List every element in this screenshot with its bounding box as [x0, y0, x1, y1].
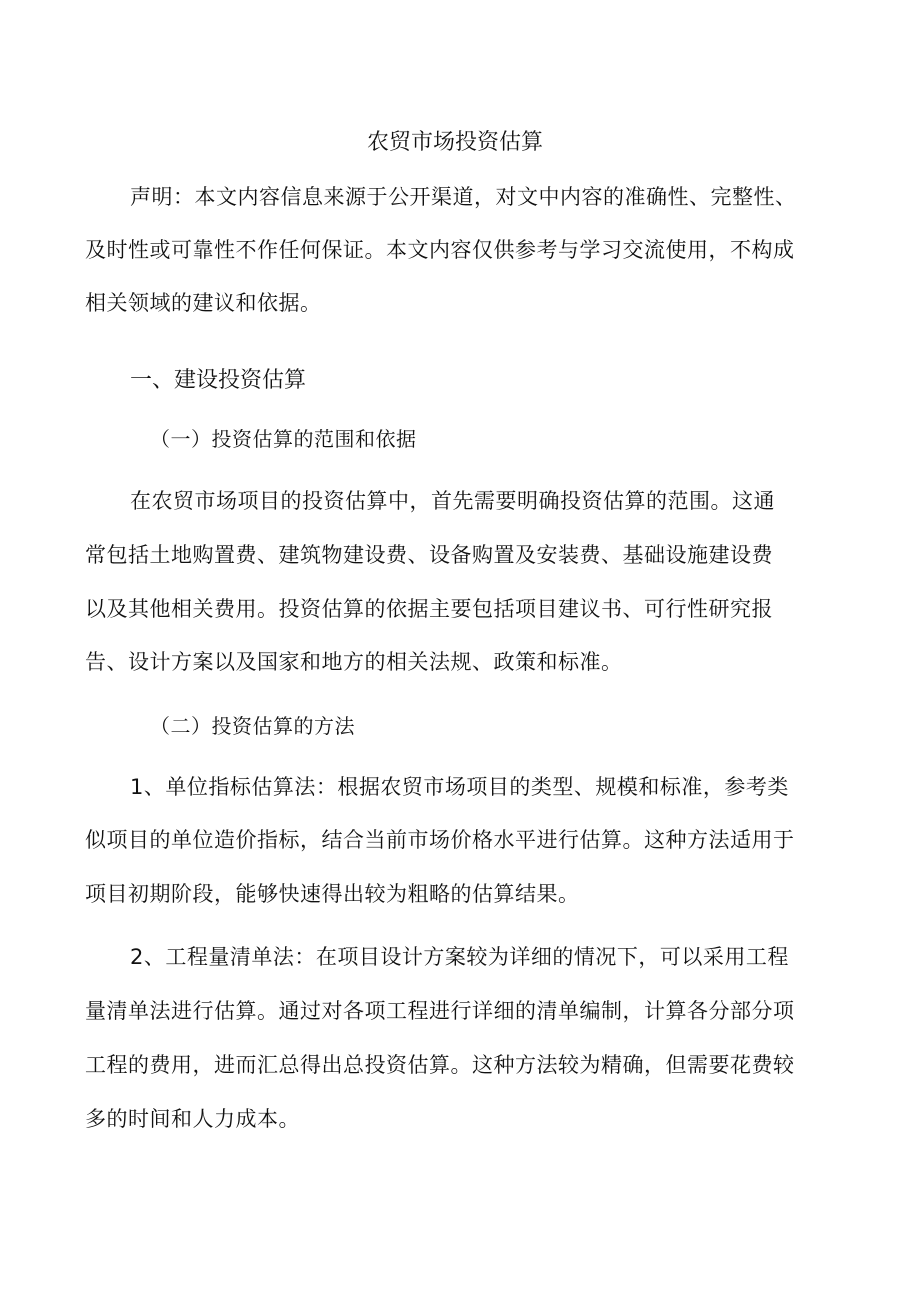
method-1-line-3: 项目初期阶段，能够快速得出较为粗略的估算结果。 — [85, 882, 580, 906]
disclaimer-line-3: 相关领域的建议和依据。 — [85, 291, 322, 315]
method-2-line-4: 多的时间和人力成本。 — [85, 1107, 300, 1131]
subsection-heading-scope-basis: （一）投资估算的范围和依据 — [150, 427, 417, 451]
method-2-line-1: 2、工程量清单法：在项目设计方案较为详细的情况下，可以采用工程 — [130, 945, 789, 969]
method-2-line-2: 量清单法进行估算。通过对各项工程进行详细的清单编制，计算各分部分项 — [85, 999, 795, 1023]
disclaimer-line-1: 声明：本文内容信息来源于公开渠道，对文中内容的准确性、完整性、 — [130, 185, 797, 209]
disclaimer-line-2: 及时性或可靠性不作任何保证。本文内容仅供参考与学习交流使用，不构成 — [85, 238, 795, 262]
document-title: 农贸市场投资估算 — [367, 130, 544, 155]
method-1-line-1: 1、单位指标估算法：根据农贸市场项目的类型、规模和标准，参考类 — [130, 775, 789, 799]
scope-paragraph-line-3: 以及其他相关费用。投资估算的依据主要包括项目建议书、可行性研究报 — [85, 597, 773, 621]
scope-paragraph-line-4: 告、设计方案以及国家和地方的相关法规、政策和标准。 — [85, 650, 623, 674]
scope-paragraph-line-2: 常包括土地购置费、建筑物建设费、设备购置及安装费、基础设施建设费 — [85, 543, 773, 567]
method-1-line-2: 似项目的单位造价指标，结合当前市场价格水平进行估算。这种方法适用于 — [85, 828, 795, 852]
subsection-heading-methods: （二）投资估算的方法 — [150, 714, 355, 738]
method-2-line-3: 工程的费用，进而汇总得出总投资估算。这种方法较为精确，但需要花费较 — [85, 1053, 795, 1077]
section-heading-construction-investment: 一、建设投资估算 — [130, 368, 307, 393]
scope-paragraph-line-1: 在农贸市场项目的投资估算中，首先需要明确投资估算的范围。这通 — [130, 489, 775, 513]
